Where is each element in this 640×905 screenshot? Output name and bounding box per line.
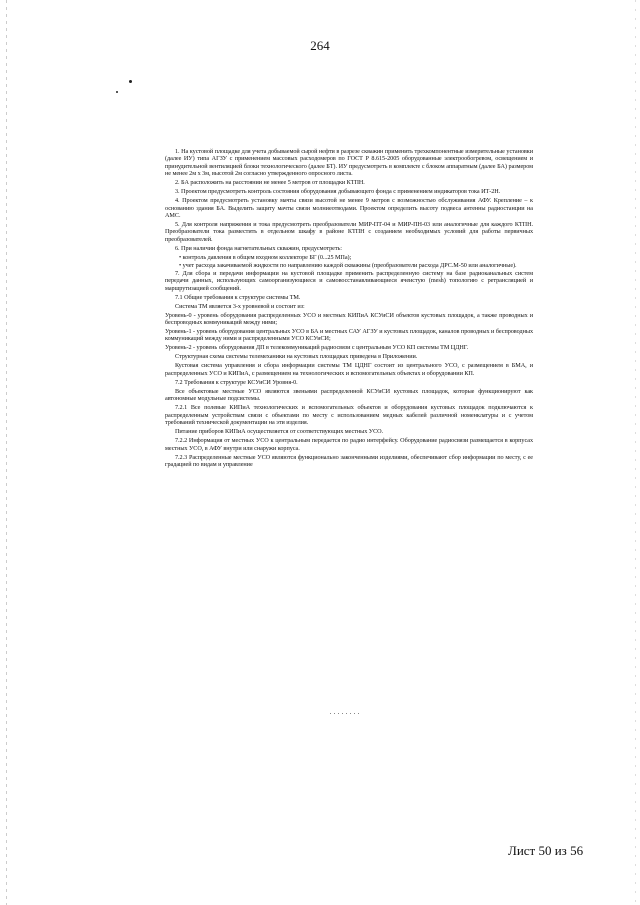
scan-speck xyxy=(129,80,132,83)
paragraph-5: 5. Для контроля напряжения и тока предусмотреть преобразователи МИР-ПТ-04 и МИР-ПН-03 или аналогичные для каждого КТПН. Преобразователи тока разместить в отдельном шкафу в районе КТПН с созданием необходимых условий для работы первичных преобразователей. xyxy=(165,221,533,243)
control-system-text: Кустовая система управления и сбора информации системы ТМ ЦДНГ состоит из центрального УСО, с размещением в БМА, и распределенных УСО и КИПиА, с размещением на технологических и вспомогательных объектах и оборудовании КП. xyxy=(165,362,533,377)
paragraph-2: 2. БА расположить на расстоянии не менее 5 метров от площадки КТПН. xyxy=(175,179,365,187)
scan-speck xyxy=(116,91,118,93)
scan-edge-right xyxy=(635,0,636,905)
sheet-label: Лист 50 из 56 xyxy=(508,843,584,858)
section-7-2-heading: 7.2 Требования к структуре КСУиСИ Уровня-0. xyxy=(175,378,298,386)
paragraph-6: 6. При наличии фонда нагнетательных скважин, предусмотреть: xyxy=(175,244,342,252)
bullet-text: учет расхода закачиваемой жидкости по направлению каждой скважины (преобразователи расхода ДРС.М-50 или аналогичные). xyxy=(182,261,517,269)
section-7-1-heading: 7.1 Общие требования к структуре системы ТМ. xyxy=(175,293,301,301)
page-number: 264 xyxy=(310,38,330,53)
bullet-item: • контроль давления в общем входном коллекторе БГ (0...25 МПа); xyxy=(179,253,352,261)
paragraph-7-2-2: 7.2.2 Информация от местных УСО к центральным передается по радио интерфейсу. Оборудование радиосвязи размещается в корпусах местных УСО, в АФУ внутри или снаружи корпуса. xyxy=(165,437,533,452)
paragraph-3: 3. Проектом предусмотреть контроль состояния оборудования добывающего фонда с применением индикаторов тока ИТ-2Н. xyxy=(175,188,501,196)
bullet-text: контроль давления в общем входном коллекторе БГ (0...25 МПа); xyxy=(182,253,352,261)
level-1-text: Уровень-1 - уровень оборудования центральных УСО в БА и местных САУ АГЗУ и кустовых площадок, каналов проводных и беспроводных коммуникаций между ними и распределенными УСО КСУиСИ; xyxy=(165,328,533,343)
section-7-1-intro: Система ТМ является 3-х уровневой и состоит из: xyxy=(175,302,305,310)
paragraph-4: 4. Проектом предусмотреть установку мачты связи высотой не менее 9 метров с возможностью обслуживания АФУ. Крепление – к основанию здания БА. Выделить защиту мачты связи молниеотводами. Проектом определить высоту подвеса антенны радиостанции на АМС. xyxy=(165,197,533,220)
paragraph-7-2-3: 7.2.3 Распределенные местные УСО являются функционально законченными изделиями, обеспечивают сбор информации по месту, с ее градацией по видам и управление xyxy=(165,453,533,468)
scan-edge-left xyxy=(6,0,7,905)
paragraph-1: 1. На кустовой площадке для учета добываемой сырой нефти в разрезе скважин применить трехкомпонентные измерительные установки (далее ИУ) типа АГЗУ с применением массовых расходомеров по ГОСТ Р 8.615-2005 оборудованные электрообогревом, освещением и принудительной вентиляцией блоки технологического (далее БТ). ИУ предусмотреть в комплекте с блоком аппаратным (далее БА) размером не менее 2м x 3м, высотой 2м согласно утвержденного опросного листа. xyxy=(165,148,533,178)
level-0-text: Уровень-0 - уровень оборудования распределенных УСО и местных КИПиА КСУиСИ объектов кустовых площадок, а также проводных и беспроводных коммуникаций между ними; xyxy=(165,311,533,327)
footer-dots xyxy=(330,713,360,714)
paragraph-7-2-1: 7.2.1 Все полевые КИПиА технологических и вспомогательных объектов и оборудования кустовых площадок подключаются к распределенным устройствам связи с объектами по месту с использованием медных кабелей различной номенклатуры и с учетом требований технической документации на эти изделия. xyxy=(165,404,533,427)
structure-text: Структурная схема системы телемеханики на кустовых площадках приведена в Приложении. xyxy=(175,353,418,361)
level-2-text: Уровень-2 - уровень оборудования ДП в телекоммуникаций радиосвязи с центральным УСО КП системы ТМ ЦДНГ. xyxy=(165,344,469,352)
section-7-2-intro: Все объектовые местные УСО являются звеньями распределенной КСУиСИ кустовых площадок, которые функционируют как автономные модульные подсистемы. xyxy=(165,387,533,403)
document-body xyxy=(165,148,533,470)
bullet-item: • учет расхода закачиваемой жидкости по направлению каждой скважины (преобразователи расхода ДРС.М-50 или аналогичные). xyxy=(179,261,517,269)
paragraph-7: 7. Для сбора и передачи информации на кустовой площадке применить распределенную систему на базе радиоканальных систем передачи данных, использующих самоорганизующиеся и самовосстанавливающиеся ячеистую (mesh) топологию с ретрансляцией и маршрутизацией сообщений. xyxy=(165,269,533,292)
power-text: Питание приборов КИПиА осуществляется от соответствующих местных УСО. xyxy=(175,428,384,436)
